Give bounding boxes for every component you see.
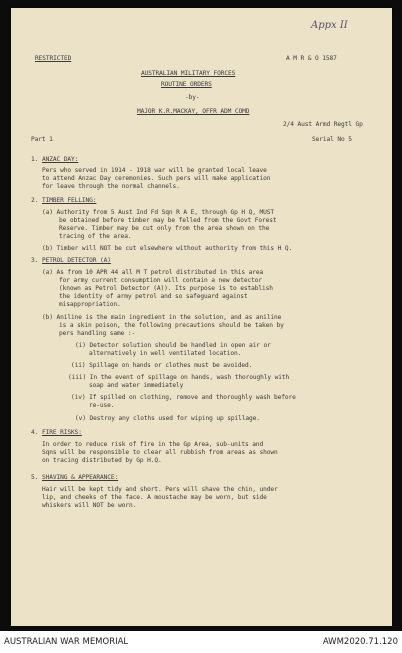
paragraph-line: (iv) If spilled on clothing, remove and thoroughly wash before <box>71 394 296 401</box>
footer-accession-number: AWM2020.71.120 <box>322 637 398 647</box>
title-by: -by- <box>185 94 200 101</box>
paragraph-line: for army current consumption will contain a new detector <box>59 277 263 284</box>
paragraph-line: Pers who served in 1914 - 1918 war will be granted local leave <box>42 167 267 174</box>
classification-label: RESTRICTED <box>35 55 72 62</box>
paragraph-line: alternatively in well ventilated location. <box>89 350 242 357</box>
title-line-1: AUSTRALIAN MILITARY FORCES <box>141 70 236 77</box>
unit-name: 2/4 Aust Armd Regtl Gp <box>283 121 363 128</box>
paragraph-line: misappropriation. <box>59 301 121 308</box>
section-heading: FIRE RISKS: <box>42 429 82 436</box>
document-page <box>11 8 392 626</box>
paragraph-line: the identity of army petrol and so safeguard against <box>59 293 248 300</box>
serial-label: Serial No 5 <box>312 136 352 143</box>
paragraph-line: Reserve. Timber may be cut only from the area shown on the <box>59 225 270 232</box>
paragraph-line: (iii) In the event of spillage on hands, wash thoroughly with <box>68 374 290 381</box>
paragraph-line: (b) Aniline is the main ingredient in the solution, and as aniline <box>42 314 282 321</box>
section-number: 5. <box>31 474 39 481</box>
paragraph-line: re-use. <box>89 402 115 409</box>
paragraph-line: whiskers will NOT be worn. <box>42 502 137 509</box>
section-heading: SHAVING & APPEARANCE: <box>42 474 119 481</box>
paragraph-line: Hair will be kept tidy and short. Pers will shave the chin, under <box>42 486 278 493</box>
section-number: 3. <box>31 257 39 264</box>
paragraph-line: for leave through the normal channels. <box>42 183 180 190</box>
title-line-2: ROUTINE ORDERS <box>161 81 212 88</box>
paragraph-line: be obtained before timber may be felled from the Govt Forest <box>59 217 277 224</box>
paragraph-line: Sqns will be responsible to clear all rubbish from areas as shown <box>42 449 278 456</box>
paragraph-line: (known as Petrol Detector (A)). Its purpose is to establish <box>59 285 273 292</box>
handwritten-annotation: Appx II <box>311 20 348 31</box>
footer-credit: AUSTRALIAN WAR MEMORIAL <box>4 637 129 647</box>
section-heading: ANZAC DAY: <box>42 156 79 163</box>
paragraph-line: to attend Anzac Day ceremonies. Such pers will make application <box>42 175 271 182</box>
section-heading: TIMBER FELLING: <box>42 197 97 204</box>
paragraph-line: (ii) Spillage on hands or clothes must be avoided. <box>71 362 253 369</box>
section-number: 1. <box>31 156 39 163</box>
paragraph-line: (a) As from 10 APR 44 all M T petrol distributed in this area <box>42 269 264 276</box>
paragraph-line: pers handling same :- <box>59 330 136 337</box>
section-number: 4. <box>31 429 39 436</box>
footer-bar <box>0 631 402 653</box>
title-line-3: MAJOR K.R.MACKAY, OFFR ADM COMD <box>137 108 250 115</box>
section-heading: PETROL DETECTOR (A) <box>42 257 111 264</box>
paragraph-line: soap and water immediately <box>89 382 184 389</box>
paragraph-line: (i) Detector solution should be handled in open air or <box>75 342 271 349</box>
paragraph-line: (a) Authority from 5 Aust Ind Fd Sqn R A E, through Gp H Q, MUST <box>42 209 275 216</box>
paragraph-line: In order to reduce risk of fire in the Gp Area, sub-units and <box>42 441 264 448</box>
paragraph-line: on tracing distributed by Gp H.Q. <box>42 457 162 464</box>
paragraph-line: (v) Destroy any cloths used for wiping up spillage. <box>75 415 260 422</box>
part-label: Part 1 <box>31 136 53 143</box>
paragraph-line: tracing of the area. <box>59 233 132 240</box>
paragraph-line: is a skin poison, the following precautions should be taken by <box>59 322 284 329</box>
order-reference: A M R & O 1587 <box>286 55 337 62</box>
paragraph-line: (b) Timber will NOT be cut elsewhere without authority from this H Q. <box>42 245 293 252</box>
section-number: 2. <box>31 197 39 204</box>
paragraph-line: lip, and cheeks of the face. A moustache may be worn, but side <box>42 494 267 501</box>
